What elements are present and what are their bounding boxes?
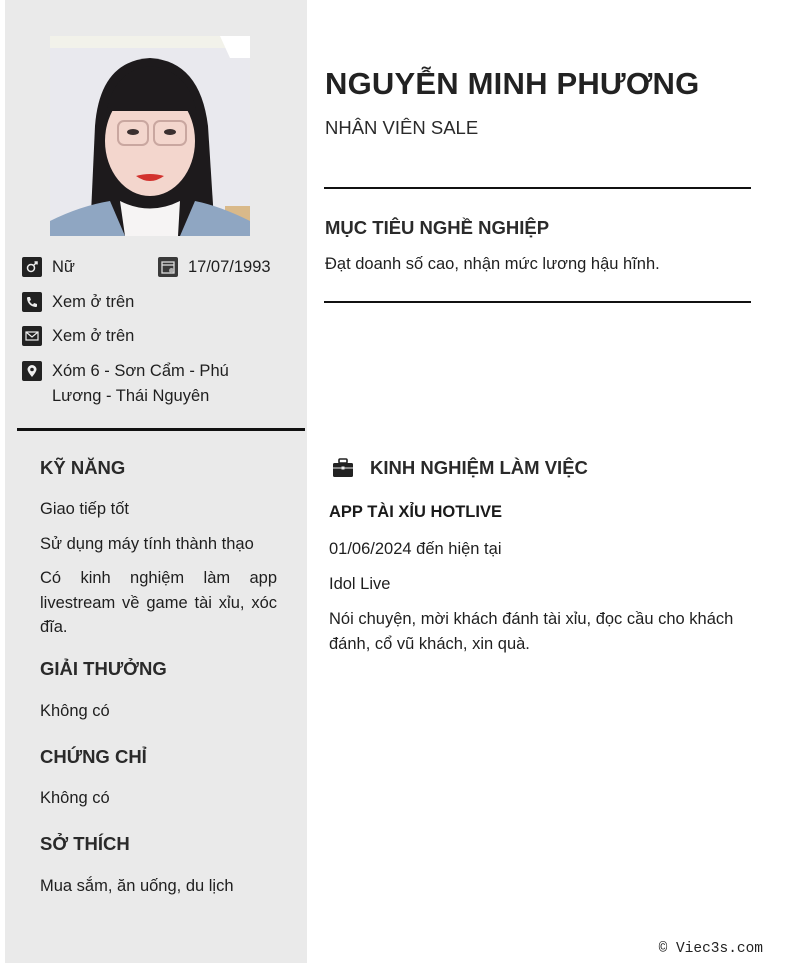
phone-icon [22, 292, 42, 312]
calendar-icon [158, 257, 178, 277]
address-line-1: Xóm 6 - Sơn Cẩm - Phú [52, 362, 229, 380]
candidate-name: NGUYỄN MINH PHƯƠNG [325, 66, 700, 101]
birthday-value: 17/07/1993 [188, 258, 271, 276]
header-divider [324, 187, 751, 189]
briefcase-icon [332, 458, 354, 478]
job-period: 01/06/2024 đến hiện tại [329, 540, 502, 558]
location-pin-icon [22, 361, 42, 381]
certificates-text: Không có [40, 789, 110, 807]
skill-item: Giao tiếp tốt [40, 500, 129, 518]
avatar-image [50, 36, 250, 236]
profile-photo [50, 36, 250, 236]
gender-icon [22, 257, 42, 277]
experience-heading: KINH NGHIỆM LÀM VIỆC [370, 457, 588, 478]
mail-icon [22, 326, 42, 346]
sidebar-divider [17, 428, 305, 431]
awards-text: Không có [40, 702, 110, 720]
email-value: Xem ở trên [52, 327, 135, 345]
awards-section [40, 657, 277, 724]
certificates-heading: CHỨNG CHỈ [40, 746, 147, 767]
hobbies-text: Mua sắm, ăn uống, du lịch [40, 877, 234, 895]
objective-heading: MỤC TIÊU NGHỀ NGHIỆP [325, 217, 550, 238]
contact-birthday [158, 255, 271, 280]
contact-email [22, 324, 134, 349]
hobbies-section [40, 832, 277, 899]
skill-item: Sử dụng máy tính thành thạo [40, 534, 254, 553]
gender-value: Nữ [52, 258, 75, 276]
awards-heading: GIẢI THƯỞNG [40, 658, 167, 679]
hobbies-heading: SỞ THÍCH [40, 833, 130, 854]
contact-address [22, 359, 229, 409]
skill-item: Có kinh nghiệm làm app livestream về game tài xỉu, xóc đĩa. [40, 569, 277, 636]
job-title: NHÂN VIÊN SALE [325, 117, 479, 138]
objective-divider [324, 301, 751, 303]
skills-heading: KỸ NĂNG [40, 457, 126, 478]
copyright-footer: © Viec3s.com [658, 941, 763, 957]
address-value [52, 359, 229, 409]
skills-section [40, 456, 277, 640]
contact-phone [22, 290, 134, 315]
contact-gender [22, 255, 75, 280]
phone-value: Xem ở trên [52, 293, 135, 311]
address-line-2: Lương - Thái Nguyên [52, 387, 210, 405]
job-description: Nói chuyện, mời khách đánh tài xỉu, đọc cầu cho khách đánh, cổ vũ khách, xin quà. [329, 610, 734, 653]
job-company: APP TÀI XỈU HOTLIVE [329, 503, 502, 521]
certificates-section [40, 745, 277, 811]
objective-text: Đạt doanh số cao, nhận mức lương hậu hĩnh. [325, 255, 660, 273]
job-position: Idol Live [329, 575, 391, 593]
